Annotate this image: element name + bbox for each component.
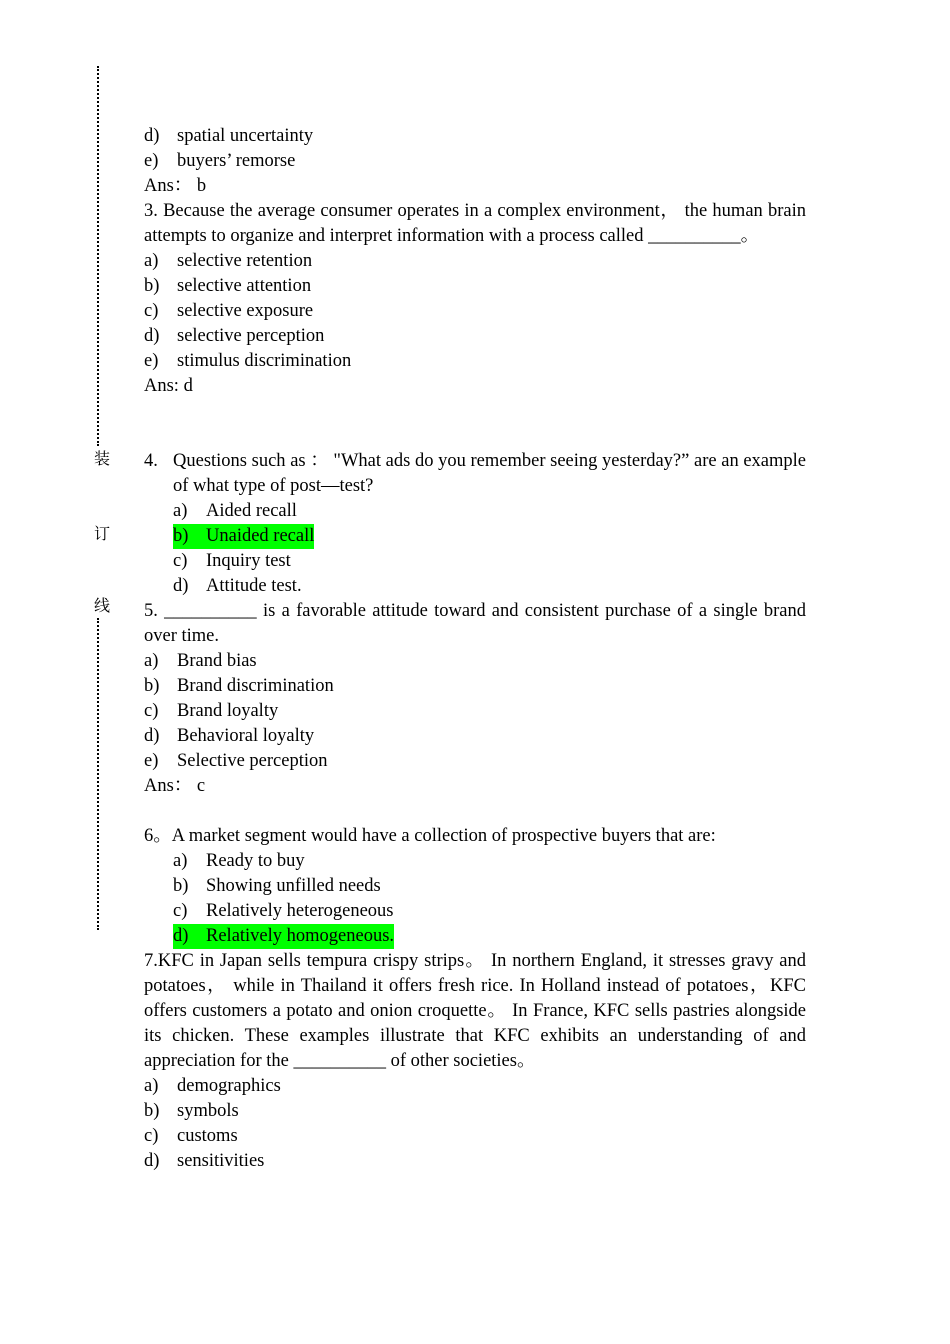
option-b-highlighted bbox=[144, 524, 806, 549]
option-b: b) Showing unfilled needs bbox=[173, 876, 381, 896]
option-d: d) Behavioral loyalty bbox=[144, 726, 315, 746]
option-b: b) selective attention bbox=[144, 276, 312, 296]
option-c: c) Brand loyalty bbox=[144, 701, 279, 721]
answer-q3: Ans: d bbox=[144, 376, 193, 396]
option-c: c) Inquiry test bbox=[173, 551, 291, 571]
question-5-stem: 5. __________ is a favorable attitude toward and consistent purchase of a single brand over time. bbox=[144, 601, 806, 646]
option-d: d) Attitude test. bbox=[173, 576, 302, 596]
option-b: b) Brand discrimination bbox=[144, 676, 334, 696]
option-c: c) customs bbox=[144, 1126, 238, 1146]
question-3 bbox=[144, 199, 806, 399]
option-a: a) Ready to buy bbox=[173, 851, 305, 871]
question-5 bbox=[144, 599, 806, 799]
binding-dotted-line-bottom bbox=[97, 618, 99, 930]
option-b: b) symbols bbox=[144, 1101, 239, 1121]
answer-q5: Ans： c bbox=[144, 776, 206, 796]
option-a: a) selective retention bbox=[144, 251, 313, 271]
question-3-stem: 3. Because the average consumer operates in a complex environment， the human brain attempts to organize and interpret information with a process called __________。 bbox=[144, 201, 806, 246]
option-c: c) Relatively heterogeneous bbox=[173, 901, 394, 921]
option-d-highlighted bbox=[144, 924, 806, 949]
question-7 bbox=[144, 949, 806, 1174]
highlight-mark: b) Unaided recall bbox=[173, 524, 314, 549]
binding-char-ding: 订 bbox=[94, 524, 111, 543]
option-e: e) Selective perception bbox=[144, 751, 328, 771]
document-body bbox=[144, 124, 806, 1174]
question-7-stem: 7.KFC in Japan sells tempura crispy strips。 In northern England, it stresses gravy and potatoes， while in Thailand it offers fresh rice. In Holland instead of potatoes，KFC offers customers a potato and onion croquette。 In France, KFC sells pastries alongside its chicken. These examples illustrate that KFC exhibits an understanding of and appreciation for the __________ of other societies。 bbox=[144, 951, 806, 1071]
option-a: a) Brand bias bbox=[144, 651, 257, 671]
option-e: e) stimulus discrimination bbox=[144, 351, 352, 371]
option-a: a) Aided recall bbox=[173, 501, 297, 521]
binding-char-xian: 线 bbox=[94, 596, 111, 615]
option-d: d) selective perception bbox=[144, 326, 325, 346]
question-4-number: 4. bbox=[144, 451, 158, 471]
question-2-tail bbox=[144, 124, 806, 199]
option-c: c) selective exposure bbox=[144, 301, 314, 321]
question-6-stem: 6。A market segment would have a collection of prospective buyers that are: bbox=[144, 826, 716, 846]
binding-char-zhuang: 装 bbox=[94, 449, 111, 468]
answer-q2: Ans： b bbox=[144, 176, 207, 196]
question-4-stem-row bbox=[144, 449, 806, 499]
option-e: e) buyers’ remorse bbox=[144, 151, 296, 171]
question-4-stem: Questions such as ： "What ads do you remember seeing yesterday?” are an example of what type of post—test? bbox=[173, 451, 806, 496]
highlight-mark: d) Relatively homogeneous. bbox=[173, 924, 394, 949]
option-a: a) demographics bbox=[144, 1076, 281, 1096]
question-4 bbox=[144, 449, 806, 599]
option-d: d) sensitivities bbox=[144, 1151, 265, 1171]
question-6 bbox=[144, 824, 806, 949]
option-d: d) spatial uncertainty bbox=[144, 126, 314, 146]
binding-dotted-line-top bbox=[97, 66, 99, 446]
